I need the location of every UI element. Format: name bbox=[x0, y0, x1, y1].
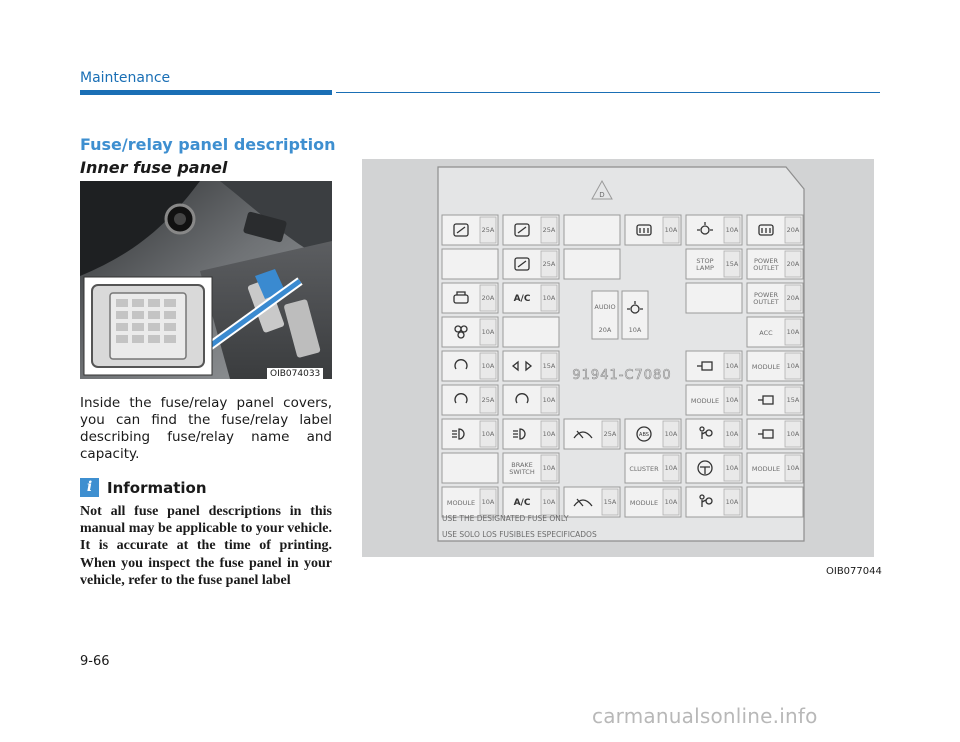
fuse-slot bbox=[503, 283, 559, 313]
page-number: 9-66 bbox=[80, 654, 110, 669]
fuse-rating: 15A bbox=[786, 396, 800, 404]
fuse-rating: 10A bbox=[628, 326, 642, 334]
fuse-slot bbox=[686, 487, 742, 517]
fuse-rating: 10A bbox=[786, 464, 800, 472]
fuse-slot bbox=[686, 351, 742, 381]
fuse-slot bbox=[625, 215, 681, 245]
fuse-slot bbox=[442, 283, 498, 313]
fuse-slot bbox=[747, 215, 803, 245]
fuse-label: POWER OUTLET bbox=[753, 257, 779, 272]
fuse-rating: 20A bbox=[481, 294, 495, 302]
fuse-slot bbox=[503, 351, 559, 381]
fuse-label: CLUSTER bbox=[629, 465, 659, 473]
fuse-slot bbox=[503, 317, 559, 347]
fuse-slot bbox=[503, 487, 559, 517]
fuse-slot bbox=[747, 453, 803, 483]
subsection-heading: Inner fuse panel bbox=[80, 158, 228, 177]
fuse-rating: 10A bbox=[664, 430, 678, 438]
fuse-rating: 20A bbox=[786, 226, 800, 234]
fuse-rating: 10A bbox=[542, 294, 556, 302]
fuse-label: MODULE bbox=[446, 499, 476, 507]
fuse-rating: 20A bbox=[786, 294, 800, 302]
watermark: carmanualsonline.info bbox=[592, 704, 818, 728]
fuse-rating: 15A bbox=[725, 260, 739, 268]
fuse-rating: 10A bbox=[481, 498, 495, 506]
fuse-slot bbox=[503, 385, 559, 415]
fuse-slot bbox=[564, 419, 620, 449]
fuse-slot bbox=[625, 487, 681, 517]
fuse-slot bbox=[564, 215, 620, 245]
fuse-slot bbox=[442, 385, 498, 415]
fuse-panel-diagram bbox=[362, 159, 874, 557]
fuse-slot bbox=[747, 249, 803, 279]
section-header: Maintenance bbox=[80, 70, 171, 86]
fuse-rating: 10A bbox=[786, 430, 800, 438]
fuse-label: POWER OUTLET bbox=[753, 291, 779, 306]
photo-caption: OIB074033 bbox=[267, 368, 323, 380]
fuse-slot bbox=[686, 385, 742, 415]
fuse-label: MODULE bbox=[690, 397, 720, 405]
fuse-label: ACC bbox=[759, 329, 773, 337]
fuse-rating: 10A bbox=[725, 362, 739, 370]
fuse-slot bbox=[503, 419, 559, 449]
fuse-rating: 10A bbox=[542, 464, 556, 472]
fuse-slot bbox=[747, 385, 803, 415]
fuse-label: BRAKE SWITCH bbox=[509, 461, 535, 476]
fuse-slot bbox=[442, 453, 498, 483]
dashboard-photo bbox=[80, 181, 332, 379]
fuse-slot bbox=[747, 351, 803, 381]
fuse-slot bbox=[747, 419, 803, 449]
fuse-rating: 25A bbox=[481, 396, 495, 404]
fuse-rating: 20A bbox=[598, 326, 612, 334]
fuse-warning-es: USE SOLO LOS FUSIBLES ESPECIFICADOS bbox=[442, 530, 597, 539]
fuse-rating: 10A bbox=[786, 328, 800, 336]
fuse-rating: 15A bbox=[542, 362, 556, 370]
fuse-rating: 10A bbox=[542, 498, 556, 506]
fuse-rating: 25A bbox=[542, 226, 556, 234]
fuse-slot bbox=[503, 453, 559, 483]
fuse-label: A/C bbox=[513, 498, 531, 508]
fuse-rating: 10A bbox=[725, 430, 739, 438]
section-heading: Fuse/relay panel description bbox=[80, 135, 336, 154]
fuse-slot bbox=[686, 283, 742, 313]
header-rule-thick bbox=[80, 90, 332, 95]
header-rule-thin bbox=[336, 92, 880, 93]
fuse-slot bbox=[625, 453, 681, 483]
fuse-slot bbox=[747, 317, 803, 347]
fuse-slot bbox=[686, 453, 742, 483]
fuse-rating: 10A bbox=[481, 328, 495, 336]
information-text: Not all fuse panel descriptions in this manual may be applicable to your vehicle. It is accurate at the time of printing. When you inspect the fuse panel in your vehicle, refer to the fuse panel label bbox=[80, 504, 332, 588]
fuse-panel-caption: OIB077044 bbox=[826, 566, 882, 577]
fuse-slot bbox=[442, 351, 498, 381]
fuse-slot bbox=[442, 419, 498, 449]
fuse-rating: 10A bbox=[542, 396, 556, 404]
fuse-slot bbox=[442, 487, 498, 517]
fuse-slot bbox=[686, 419, 742, 449]
fuse-label: MODULE bbox=[751, 363, 781, 371]
fuse-rating: 25A bbox=[542, 260, 556, 268]
svg-text:D: D bbox=[599, 191, 605, 199]
fuse-label: A/C bbox=[513, 294, 531, 304]
fuse-slot bbox=[625, 419, 681, 449]
fuse-rating: 10A bbox=[481, 362, 495, 370]
fuse-rating: 25A bbox=[603, 430, 617, 438]
fuse-slot bbox=[686, 249, 742, 279]
fuse-slot bbox=[503, 215, 559, 245]
fuse-slot bbox=[686, 215, 742, 245]
fuse-rating: 10A bbox=[725, 396, 739, 404]
fuse-slot bbox=[503, 249, 559, 279]
fuse-rating: 20A bbox=[786, 260, 800, 268]
fuse-slot bbox=[442, 215, 498, 245]
fuse-slot bbox=[564, 487, 620, 517]
fuse-slot bbox=[442, 249, 498, 279]
fuse-rating: 10A bbox=[786, 362, 800, 370]
fuse-rating: 10A bbox=[542, 430, 556, 438]
fuse-label: STOP LAMP bbox=[696, 257, 714, 272]
info-icon: i bbox=[80, 478, 99, 497]
fuse-warning-en: USE THE DESIGNATED FUSE ONLY bbox=[442, 514, 569, 523]
information-title: Information bbox=[107, 479, 207, 497]
fuse-label: MODULE bbox=[751, 465, 781, 473]
fuse-rating: 15A bbox=[603, 498, 617, 506]
fuse-slot bbox=[747, 283, 803, 313]
fuse-rating: 10A bbox=[664, 464, 678, 472]
fuse-part-number: 91941-C7080 bbox=[572, 368, 672, 383]
fuse-rating: 10A bbox=[725, 226, 739, 234]
fuse-slot bbox=[747, 487, 803, 517]
fuse-label: MODULE bbox=[629, 499, 659, 507]
fuse-slot bbox=[442, 317, 498, 347]
fuse-rating: 10A bbox=[481, 430, 495, 438]
svg-text:ABS: ABS bbox=[639, 432, 649, 438]
fuse-rating: 10A bbox=[725, 464, 739, 472]
body-text: Inside the fuse/relay panel covers, you can find the fuse/relay label describing fuse/relay name and capacity. bbox=[80, 395, 332, 462]
fuse-label: AUDIO bbox=[594, 303, 616, 311]
fuse-rating: 10A bbox=[725, 498, 739, 506]
fuse-rating: 10A bbox=[664, 498, 678, 506]
fuse-slot bbox=[564, 249, 620, 279]
fuse-rating: 10A bbox=[664, 226, 678, 234]
fuse-rating: 25A bbox=[481, 226, 495, 234]
